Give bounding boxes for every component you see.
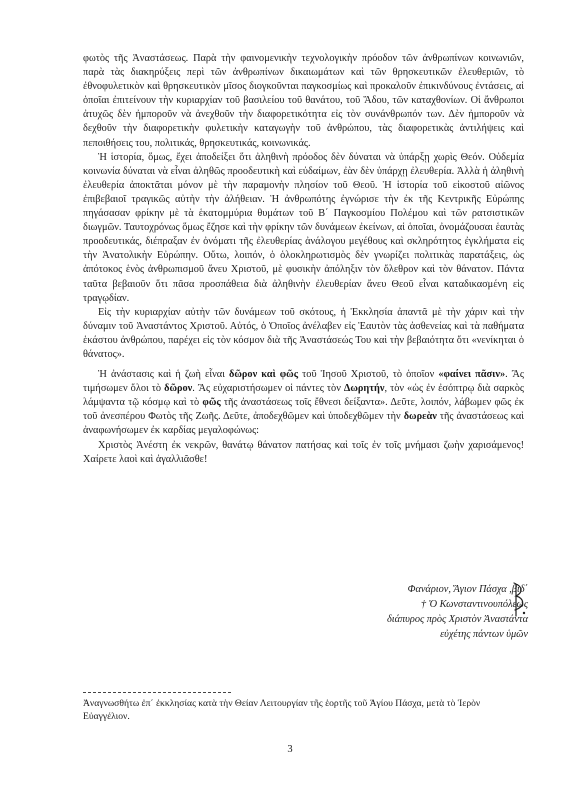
signature-line-3: διάπυρος πρὸς Χριστὸν Ἀναστάντα (386, 614, 528, 625)
signature-place-date: Φανάριον, Ἅγιον Πάσχα ,βιδ΄ (407, 584, 528, 595)
paragraph-5: Χριστὸς Ἀνέστη ἐκ νεκρῶν, θανάτῳ θάνατον πατήσας καὶ τοῖς ἐν τοῖς μνήμασι ζωὴν χαρισάμενος! Χαίρετε λαοὶ καὶ ἀγαλλιᾶσθε! (83, 439, 524, 465)
text-run: τῆς ἀναστάσεως τοῖς ἔθνεσι δείξαντα». Δεῦτε, λοιπόν, λάβωμεν φῶς ἐκ τοῦ ἀνεσπέρου Φωτὸς τῆς Ζωῆς. Δεῦτε, ἀποδεχθῶμεν καὶ ὑποδεχθῶμεν τὴν (83, 397, 525, 423)
paragraph-4 (83, 368, 524, 438)
text-run: τοῦ Ἰησοῦ Χριστοῦ, τὸ ὁποῖον (298, 369, 439, 381)
signature-title: † Ὁ Κωνσταντινουπόλεως (420, 599, 528, 610)
paragraph-1: φωτὸς τῆς Ἀναστάσεως. Παρὰ τὴν φαινομενικὴν τεχνολογικὴν πρόοδον τῶν ἀνθρωπίνων κοινωνιῶν, παρὰ τὰς διακηρύξεις περὶ τῶν ἀνθρωπίνων δικαιωμάτων καὶ τῶν θρησκευτικῶν ἐλευθεριῶν, τὸ ἐθνοφυλετικὸν καὶ θρησκευτικὸν μῖσος διογκοῦνται παγκοσμίως καὶ προκαλοῦν ἐπικινδύνους ἐντάσεις, αἱ ὁποῖαι ἐπιτείνουν τὴν κυριαρχίαν τοῦ βασιλείου τοῦ θανάτου, τοῦ Ἅδου, τῶν καταχθονίων. Οἱ ἄνθρωποι ἀτυχῶς δὲν ἠμποροῦν νὰ ἀνεχθοῦν τὴν διαφορετικότητα εἰς τὸν συνάνθρωπόν των. Δὲν ἠμποροῦν νὰ δεχθοῦν τὴν διαφορετικὴν φυλετικὴν καταγωγὴν τοῦ ἀνθρώπου, τὰς διαφορετικὰς ἀντιλήψεις καὶ πεποιθήσεις του, πολιτικάς, θρησκευτικάς, κοινωνικάς. (83, 53, 524, 149)
text-run: , τὸν «ὡς ἐν ἐσόπτρῳ διὰ σαρκὸς λάμψαντα τῷ κόσμῳ καὶ τὸ (83, 383, 524, 409)
page-number: 3 (287, 744, 293, 755)
bold-run: δωρεὰν (403, 411, 437, 423)
main-text (83, 52, 524, 467)
bold-run: «φαίνει πᾶσιν» (438, 369, 506, 381)
bold-run: δῶρον καὶ φῶς (229, 369, 299, 381)
signature-line-4: εὐχέτης πάντων ὑμῶν (440, 629, 528, 640)
bold-run: δῶρον (164, 383, 193, 395)
text-run: . Ἂς τιμήσωμεν ὅλοι τὸ (83, 369, 524, 395)
footnote: Ἀναγνωσθήτω ἐπ΄ ἐκκλησίας κατὰ τὴν Θείαν Λειτουργίαν τῆς ἑορτῆς τοῦ Ἁγίου Πάσχα, μετὰ τὸ Ἱερὸν Εὐαγγέλιον. (83, 698, 481, 722)
footnote-divider (83, 692, 231, 693)
text-run: τῆς ἀναστάσεως καὶ ἀναφωνήσωμεν ἐκ καρδίας μεγαλοφώνως: (83, 411, 524, 437)
text-run: Ἡ ἀνάστασις καὶ ἡ ζωὴ εἶναι (98, 369, 230, 381)
paragraph-3: Εἰς τὴν κυριαρχίαν αὐτὴν τῶν δυνάμεων τοῦ σκότους, ἡ Ἐκκλησία ἀπαντᾶ μὲ τὴν χάριν καὶ τὴν δύναμιν τοῦ Ἀναστάντος Χριστοῦ. Αὐτός, ὁ Ὁποῖος ἀνέλαβεν εἰς Ἑαυτὸν τὰς ἀσθενείας καὶ τὰ παθήματα ἑκάστου ἀνθρώπου, παρέχει εἰς τὸν κόσμον διὰ τῆς Ἀναστάσεώς Του καὶ τὴν βεβαιότητα ὅτι «νενίκηται ὁ θάνατος». (83, 306, 524, 360)
paragraph-2: Ἡ ἱστορία, ὅμως, ἔχει ἀποδείξει ὅτι ἀληθινὴ πρόοδος δὲν δύναται νὰ ὑπάρξῃ χωρὶς Θεόν. Οὐδεμία κοινωνία δύναται νὰ εἶναι ἀληθῶς προοδευτικὴ καὶ εὐδαίμων, ἐὰν δὲν ὑπάρχῃ ἐλευθερία. Ἀλλὰ ἡ ἀληθινὴ ἐλευθερία ἀποκτᾶται μόνον μὲ τὴν παραμονὴν πλησίον τοῦ Θεοῦ. Ἡ ἱστορία τοῦ εἰκοστοῦ αἰῶνος ἐπιβεβαιοῖ τραγικῶς αὐτὴν τὴν ἀλήθειαν. Ἡ ἀνθρωπότης ἐγνώρισε τὴν ἐκ τῆς Κεντρικῆς Εὐρώπης πηγάσασαν φρίκην μὲ τὰ ἑκατομμύρια θυμάτων τοῦ Β΄ Παγκοσμίου Πολέμου καὶ τῶν ρατσιστικῶν διωγμῶν. Ταυτοχρόνως ὅμως ἔζησε καὶ τὴν φρίκην τῶν δυνάμεων ἐκείνων, αἱ ὁποῖαι, ὀνομάζουσαι ἑαυτὰς προοδευτικάς, διέπραξαν ἐν ὀνόματι τῆς ἐλευθερίας ἀνάλογου μεγέθους καὶ σκληρότητος ἐγκλήματα εἰς τὴν Ἀνατολικὴν Εὐρώπην. Οὕτω, λοιπόν, ὁ ὁλοκληρωτισμὸς δὲν γνωρίζει πολιτικὰς παρατάξεις, ὡς ἀπότοκος ἑνὸς ἀνθρωπισμοῦ ἄνευ Χριστοῦ, μὲ φυσικὴν ἀπόληξιν τὸν ὄλεθρον καὶ τὸν θάνατον. Πάντα ταῦτα βεβαιοῦν ὅτι πᾶσα προσπάθεια διὰ ἀληθινὴν ἐλευθερίαν ἄνευ Θεοῦ εἶναι καταδικασμένη εἰς τραγῳδίαν. (83, 151, 524, 304)
signature-monogram-icon (508, 580, 530, 620)
signature-block (318, 582, 528, 642)
text-run: . Ἂς εὐχαριστήσωμεν οἱ πάντες τὸν (192, 383, 344, 395)
bold-run: Δωρητήν (343, 383, 385, 395)
bold-run: φῶς (202, 397, 221, 409)
